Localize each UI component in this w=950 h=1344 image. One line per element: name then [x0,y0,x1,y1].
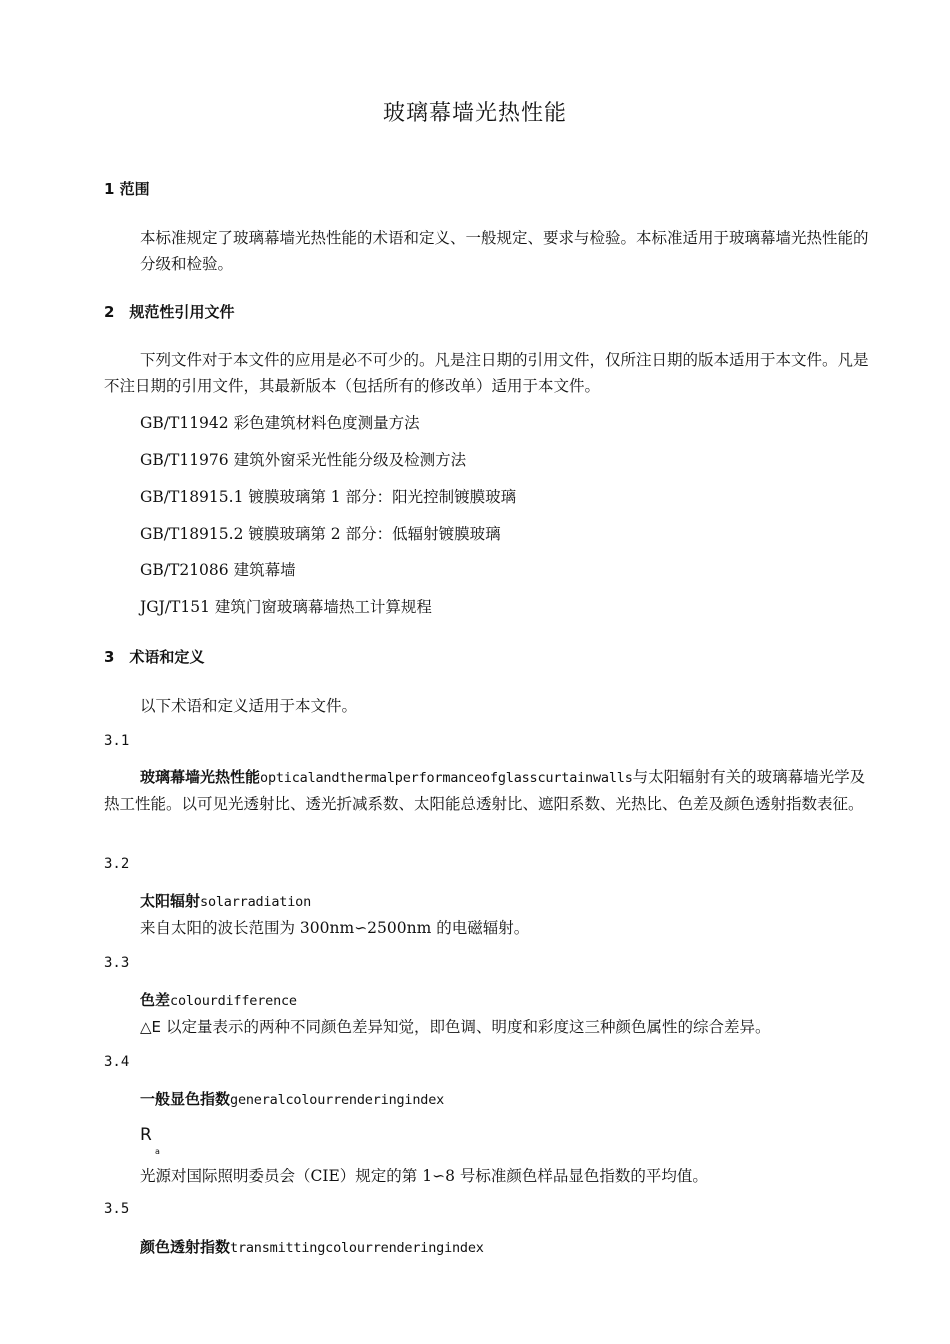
term-english: solarradiation [200,894,312,910]
reference-item: JGJ/T151 建筑门窗玻璃幕墙热工计算规程 [140,598,432,616]
term-symbol-subscript: a [155,1147,160,1156]
term-heading-3-4 [140,1088,444,1109]
term-name: 太阳辐射 [140,892,201,910]
clause-number: 3.5 [104,1201,130,1217]
clause-number: 3.3 [104,955,130,971]
section-heading-terms: 3 术语和定义 [104,648,205,666]
term-english: colourdifference [170,993,297,1009]
term-english: opticalandthermalperformanceofglasscurtainwalls [260,770,633,786]
term-english: transmittingcolourrenderingindex [230,1240,484,1256]
term-definition: 来自太阳的波长范围为 300nm∽2500nm 的电磁辐射。 [140,919,530,937]
clause-number: 3.2 [104,856,130,872]
term-definition-3-1 [104,764,872,817]
term-name: 一般显色指数 [140,1090,231,1108]
term-heading-3-5 [140,1236,484,1257]
term-heading-3-2 [140,890,311,911]
term-english: generalcolourrenderingindex [230,1092,445,1108]
term-definition-3-3 [140,1015,770,1037]
references-intro: 下列文件对于本文件的应用是必不可少的。凡是注日期的引用文件，仅所注日期的版本适用于本文件。凡是不注日期的引用文件，其最新版本（包括所有的修改单）适用于本文件。 [104,351,869,395]
term-definition-inline: 与太阳辐射有关的玻璃幕 [632,768,804,786]
clause-number: 3.4 [104,1054,130,1070]
reference-item: GB/T18915.2 镀膜玻璃第 2 部分：低辐射镀膜玻璃 [140,525,501,543]
term-name: 颜色透射指数 [140,1238,231,1256]
scope-paragraph: 本标准规定了玻璃幕墙光热性能的术语和定义、一般规定、要求与检验。本标准适用于玻璃幕墙光热性能的分级和检验。 [140,229,869,273]
term-name: 色差 [140,991,171,1009]
term-definition-rest: 墙光学及热工性能。以可见光透射比、透光折减系数、太阳能总透射比、遮阳系数、光热比、色差及颜色透射指数表征。 [104,768,866,813]
term-definition: 光源对国际照明委员会（CIE）规定的第 1∽8 号标准颜色样品显色指数的平均值。 [140,1167,708,1185]
term-symbol: R [140,1125,152,1145]
term-definition: 以定量表示的两种不同颜色差异知觉，即色调、明度和彩度这三种颜色属性的综合差异。 [165,1018,771,1036]
clause-number: 3.1 [104,733,130,749]
section-heading-scope: 1 范围 [104,180,150,198]
reference-item: GB/T11976 建筑外窗采光性能分级及检测方法 [140,451,467,469]
term-heading-3-3 [140,989,297,1010]
terms-intro: 以下术语和定义适用于本文件。 [140,697,358,715]
reference-item: GB/T21086 建筑幕墙 [140,561,296,579]
term-symbol: △E [140,1018,162,1036]
document-title: 玻璃幕墙光热性能 [382,101,567,126]
term-name: 玻璃幕墙光热性能 [140,768,261,786]
reference-item: GB/T18915.1 镀膜玻璃第 1 部分：阳光控制镀膜玻璃 [140,488,517,506]
reference-item: GB/T11942 彩色建筑材料色度测量方法 [140,414,420,432]
section-heading-references: 2 规范性引用文件 [104,303,235,321]
